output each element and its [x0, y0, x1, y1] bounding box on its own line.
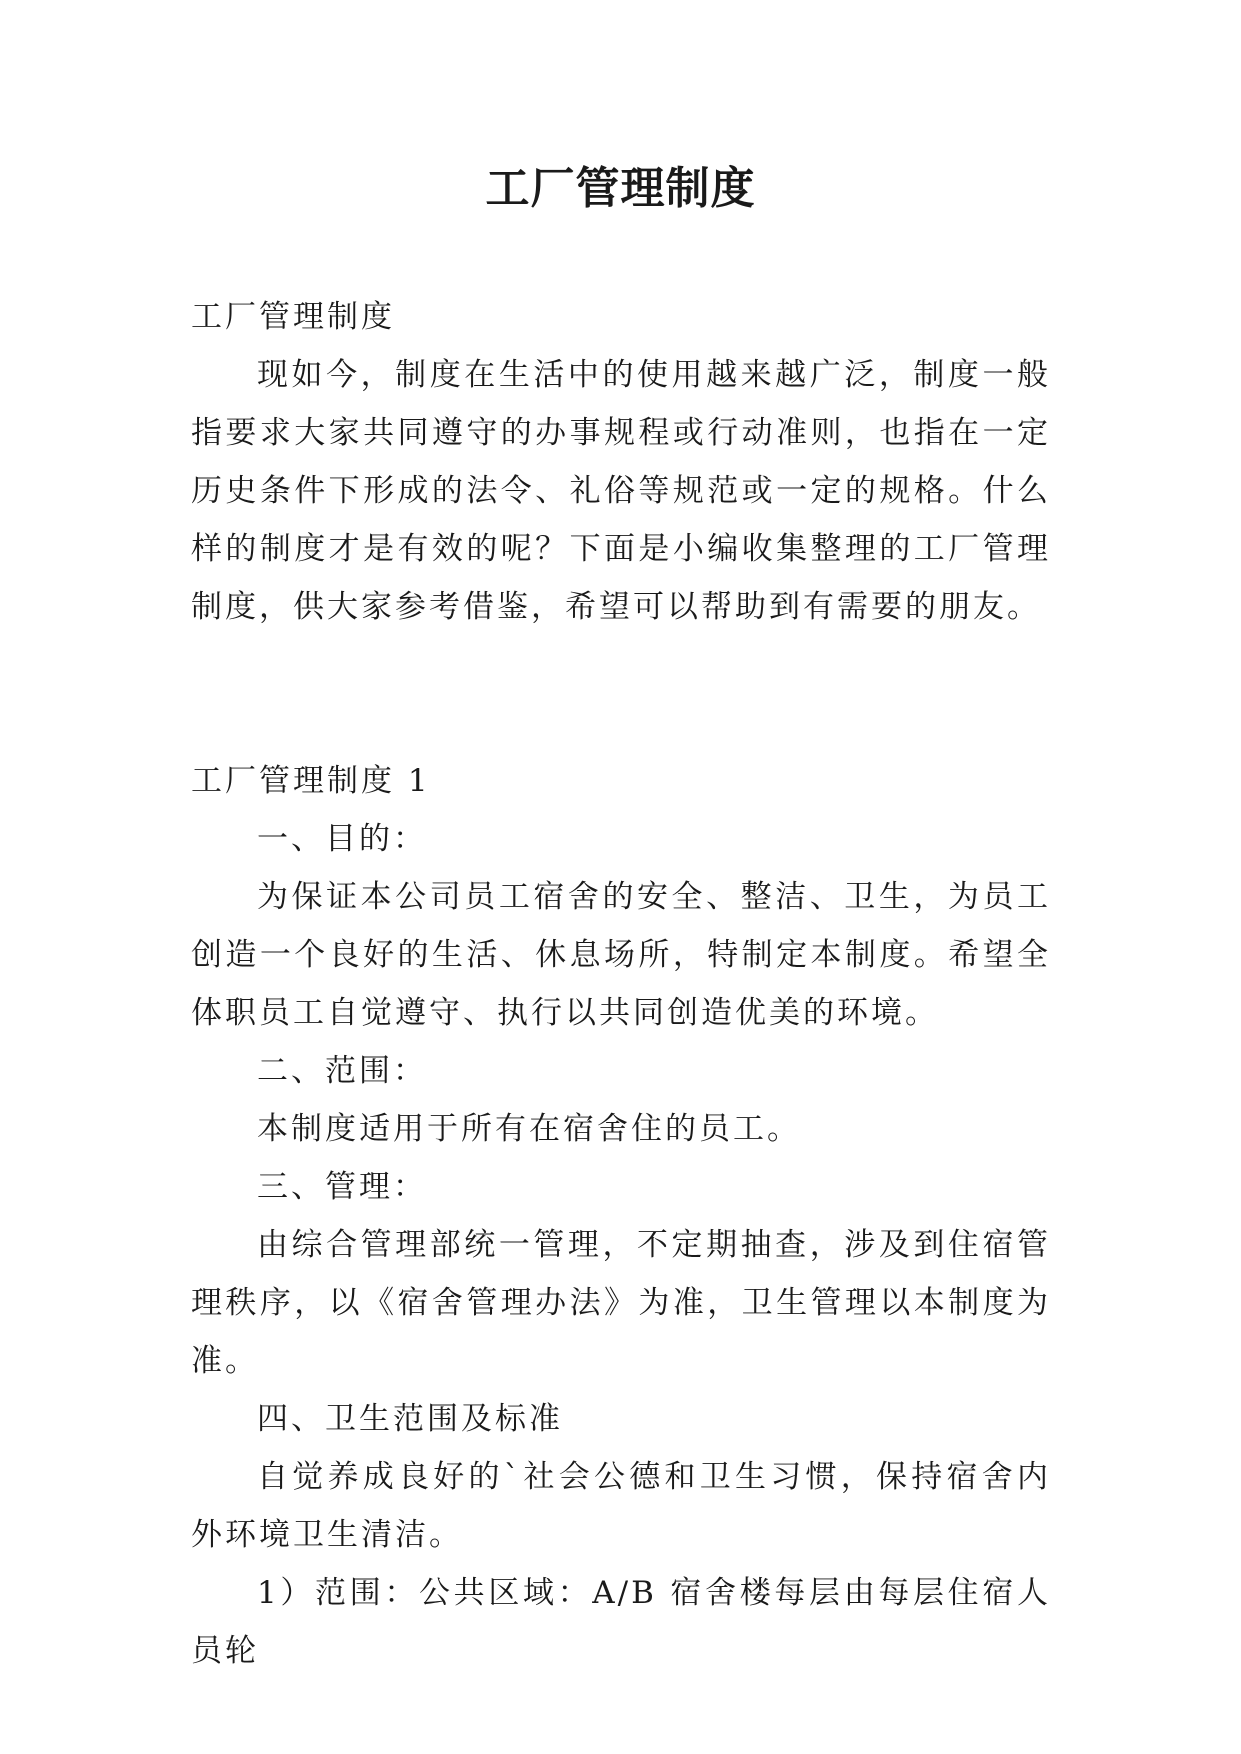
- document-subtitle: 工厂管理制度: [191, 299, 395, 335]
- hygiene-paragraph: 自觉养成良好的`社会公德和卫生习惯，保持宿舍内外环境卫生清洁。: [191, 1459, 1051, 1553]
- purpose-heading: 一、目的：: [257, 821, 427, 857]
- document-title: 工厂管理制度: [485, 163, 756, 214]
- scope-heading: 二、范围：: [257, 1053, 427, 1089]
- section-heading: 工厂管理制度 1: [191, 763, 431, 799]
- management-heading: 三、管理：: [257, 1169, 427, 1205]
- hygiene-heading: 四、卫生范围及标准: [257, 1401, 563, 1437]
- paragraph-spacer: [191, 636, 1051, 752]
- management-paragraph: 由综合管理部统一管理，不定期抽查，涉及到住宿管理秩序，以《宿舍管理办法》为准，卫生管理以本制度为准。: [191, 1227, 1051, 1379]
- range-list-item: 1）范围：公共区域：A/B 宿舍楼每层由每层住宿人员轮: [191, 1575, 1051, 1669]
- intro-paragraph: 现如今，制度在生活中的使用越来越广泛，制度一般指要求大家共同遵守的办事规程或行动准则，也指在一定历史条件下形成的法令、礼俗等规范或一定的规格。什么样的制度才是有效的呢？下面是小编收集整理的工厂管理制度，供大家参考借鉴，希望可以帮助到有需要的朋友。: [191, 357, 1051, 625]
- scope-paragraph: 本制度适用于所有在宿舍住的员工。: [257, 1111, 801, 1147]
- document-body: [191, 288, 1051, 1680]
- purpose-paragraph: 为保证本公司员工宿舍的安全、整洁、卫生，为员工创造一个良好的生活、休息场所，特制定本制度。希望全体职员工自觉遵守、执行以共同创造优美的环境。: [191, 879, 1051, 1031]
